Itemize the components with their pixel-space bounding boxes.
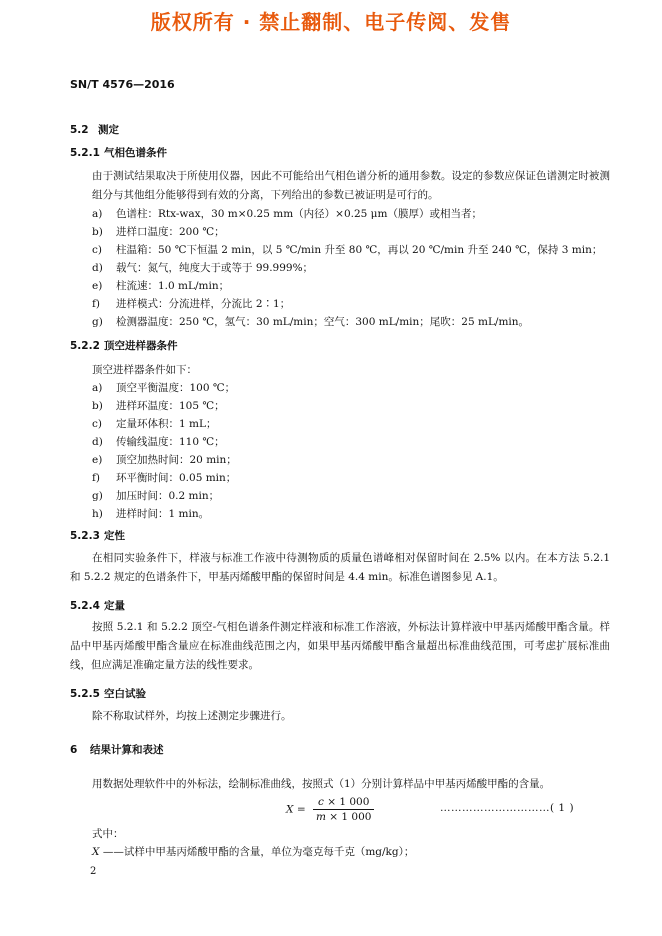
gc-item-c <box>92 242 602 257</box>
variable-x-definition <box>92 844 414 859</box>
paragraph-6: 用数据处理软件中的外标法，绘制标准曲线，按照式（1）分别计算样品中甲基丙烯酸甲酯的含量。 <box>92 778 551 790</box>
item-text: 进样环温度：105 ℃； <box>116 400 225 412</box>
hs-item-e <box>92 452 237 467</box>
item-label: d) <box>92 262 103 274</box>
standard-number: SN/T 4576—2016 <box>70 78 175 91</box>
gc-item-f <box>92 296 290 311</box>
gc-item-g <box>92 314 529 329</box>
page-number: 2 <box>90 866 97 877</box>
item-label: f) <box>92 472 100 484</box>
heading-number: 5.2.2 <box>70 340 100 352</box>
hs-item-d <box>92 434 225 449</box>
heading-title: 测定 <box>98 124 119 136</box>
item-label: b) <box>92 226 103 238</box>
heading-5-2-2 <box>70 338 178 353</box>
heading-6 <box>70 742 164 757</box>
formula-fraction <box>313 796 375 823</box>
heading-5-2-1 <box>70 145 167 160</box>
formula-denominator <box>313 810 375 823</box>
item-text: 检测器温度：250 ℃，氢气：30 mL/min；空气：300 mL/min；尾吹：25 mL/min。 <box>116 316 530 328</box>
formula-1 <box>286 796 374 823</box>
gc-item-e <box>92 278 229 293</box>
heading-number: 5.2.3 <box>70 530 100 542</box>
numerator-variable: c <box>318 796 324 808</box>
hs-item-f <box>92 470 236 485</box>
variable-symbol: X <box>92 846 100 858</box>
item-text: 进样模式：分流进样，分流比 2∶1； <box>116 298 291 310</box>
heading-title: 空白试验 <box>104 688 146 700</box>
paragraph-5-2-2: 顶空进样器条件如下： <box>92 364 197 376</box>
item-text: 进样口温度：200 ℃； <box>116 226 225 238</box>
hs-item-g <box>92 488 219 503</box>
item-text: 顶空加热时间：20 min； <box>116 454 237 466</box>
item-text: 加压时间：0.2 min； <box>116 490 220 502</box>
item-label: f) <box>92 298 100 310</box>
heading-title: 结果计算和表述 <box>90 744 164 756</box>
heading-number: 5.2 <box>70 124 89 136</box>
denominator-variable: m <box>315 811 326 823</box>
where-label: 式中： <box>92 828 124 840</box>
heading-number: 5.2.5 <box>70 688 100 700</box>
item-label: g) <box>92 316 103 328</box>
hs-item-c <box>92 416 216 431</box>
item-text: 定量环体积：1 mL； <box>116 418 217 430</box>
numerator-rest: × 1 000 <box>323 796 370 808</box>
item-label: c) <box>92 418 102 430</box>
equation-leader: ………………………… <box>440 802 550 814</box>
heading-title: 气相色谱条件 <box>104 147 167 159</box>
item-label: b) <box>92 400 103 412</box>
watermark: 版权所有 · 禁止翻制、电子传阅、发售 <box>150 10 512 34</box>
item-label: a) <box>92 382 103 394</box>
hs-item-a <box>92 380 235 395</box>
heading-5-2-3 <box>70 528 125 543</box>
item-text: 传输线温度：110 ℃； <box>116 436 225 448</box>
item-label: a) <box>92 208 103 220</box>
heading-title: 定量 <box>104 600 125 612</box>
heading-number: 6 <box>70 744 78 756</box>
heading-number: 5.2.4 <box>70 600 100 612</box>
heading-title: 顶空进样器条件 <box>104 340 178 352</box>
item-text: 进样时间：1 min。 <box>116 508 210 520</box>
item-label: g) <box>92 490 103 502</box>
equation-number-text: ( 1 ) <box>550 802 575 814</box>
item-label: h) <box>92 508 103 520</box>
item-text: 柱温箱：50 ℃下恒温 2 min，以 5 ℃/min 升至 80 ℃，再以 20 ℃/min 升至 240 ℃，保持 3 min； <box>116 244 603 256</box>
hs-item-b <box>92 398 225 413</box>
heading-5-2 <box>70 122 119 137</box>
paragraph-5-2-5: 除不称取试样外，均按上述测定步骤进行。 <box>92 710 292 722</box>
gc-item-b <box>92 224 225 239</box>
item-label: c) <box>92 244 102 256</box>
item-label: e) <box>92 280 103 292</box>
heading-number: 5.2.1 <box>70 147 100 159</box>
item-label: e) <box>92 454 103 466</box>
gc-item-d <box>92 260 313 275</box>
item-text: 顶空平衡温度：100 ℃； <box>116 382 236 394</box>
item-text: 色谱柱：Rtx-wax，30 m×0.25 mm（内径）×0.25 μm（膜厚）或相当者； <box>116 208 482 220</box>
item-text: 环平衡时间：0.05 min； <box>116 472 237 484</box>
variable-description: ——试样中甲基丙烯酸甲酯的含量，单位为毫克每千克（mg/kg）； <box>99 846 415 858</box>
paragraph-5-2-4: 按照 5.2.1 和 5.2.2 顶空-气相色谱条件测定样液和标准工作溶液，外标法计算样液中甲基丙烯酸甲酯含量。样品中甲基丙烯酸甲酯含量应在标准曲线范围之内，如果甲基丙烯酸甲酯含量超出标准曲线范围，可考虑扩展标准曲线，但应满足准确定量方法的线性要求。 <box>70 621 610 671</box>
hs-item-h <box>92 506 209 521</box>
heading-title: 定性 <box>104 530 125 542</box>
gc-item-a <box>92 206 482 221</box>
paragraph-5-2-1: 由于测试结果取决于所使用仪器，因此不可能给出气相色谱分析的通用参数。设定的参数应保证色谱测定时被测组分与其他组分能够得到有效的分离，下列给出的参数已被证明是可行的。 <box>92 170 610 201</box>
formula-lhs: X = <box>286 803 306 816</box>
heading-5-2-4 <box>70 598 125 613</box>
heading-5-2-5 <box>70 686 146 701</box>
denominator-rest: × 1 000 <box>325 811 372 823</box>
formula-numerator <box>313 796 375 810</box>
equation-number <box>440 802 574 814</box>
paragraph-5-2-3: 在相同实验条件下，样液与标准工作液中待测物质的质量色谱峰相对保留时间在 2.5% 以内。在本方法 5.2.1 和 5.2.2 规定的色谱条件下，甲基丙烯酸甲酯的保留时间是 4.4 min。标准色谱图参见 A.1。 <box>70 552 610 583</box>
item-text: 载气：氮气，纯度大于或等于 99.999%； <box>116 262 314 274</box>
item-label: d) <box>92 436 103 448</box>
item-text: 柱流速：1.0 mL/min； <box>116 280 230 292</box>
